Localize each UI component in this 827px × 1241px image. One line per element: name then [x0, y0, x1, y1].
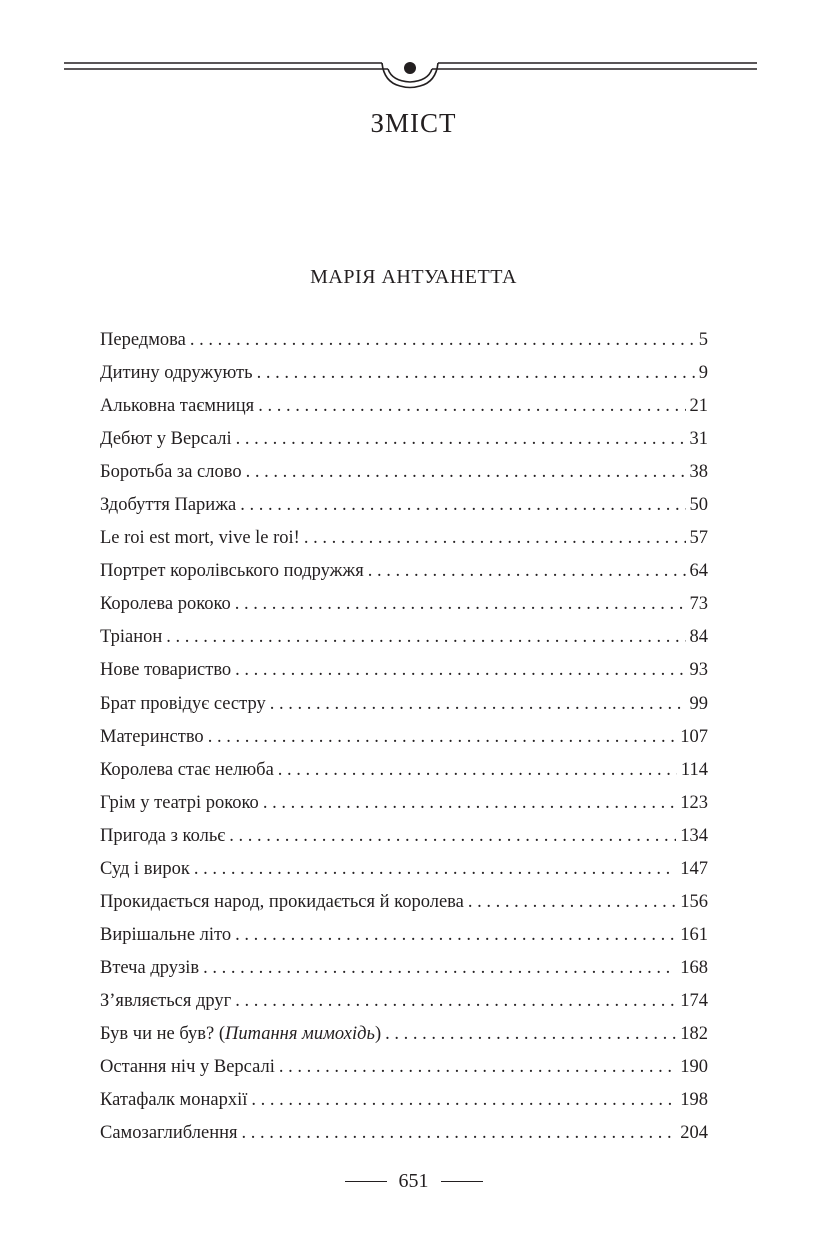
toc-leader-dots — [279, 1051, 676, 1084]
toc-leader-dots — [166, 621, 685, 654]
toc-entry-title: Самозаглиблення — [100, 1123, 238, 1144]
table-of-contents — [100, 324, 708, 1150]
toc-entry — [100, 390, 708, 423]
toc-leader-dots — [257, 357, 695, 390]
toc-entry-title: Королева рококо — [100, 594, 231, 615]
toc-entry-page: 50 — [689, 495, 708, 516]
toc-entry-page: 84 — [689, 627, 708, 648]
toc-leader-dots — [235, 588, 686, 621]
toc-entry-title: Нове товариство — [100, 660, 232, 681]
toc-entry-page: 73 — [689, 594, 708, 615]
toc-entry — [100, 423, 708, 456]
toc-leader-dots — [263, 787, 676, 820]
toc-entry-title: Портрет королівського подружжя — [100, 561, 364, 582]
toc-entry — [100, 853, 708, 886]
toc-leader-dots — [368, 555, 686, 588]
toc-entry — [100, 489, 708, 522]
toc-entry — [100, 522, 708, 555]
toc-entry-page: 5 — [698, 330, 708, 350]
toc-entry-page: 114 — [680, 759, 708, 780]
toc-entry — [100, 456, 708, 489]
toc-entry-page: 156 — [680, 891, 708, 912]
toc-entry — [100, 688, 708, 721]
toc-entry-title: Le roi est mort, vive le roi! — [100, 528, 300, 549]
toc-entry-title: Здобуття Парижа — [100, 495, 237, 516]
toc-leader-dots — [242, 1117, 677, 1150]
toc-leader-dots — [278, 754, 677, 787]
footer-rule-right — [441, 1181, 483, 1182]
header-ornament — [0, 0, 827, 100]
toc-entry — [100, 952, 708, 985]
toc-leader-dots — [203, 952, 676, 985]
toc-entry-page: 190 — [680, 1057, 708, 1078]
toc-entry-page: 64 — [689, 561, 708, 582]
toc-leader-dots — [235, 985, 676, 1018]
toc-leader-dots — [229, 820, 676, 853]
toc-leader-dots — [235, 919, 676, 952]
toc-entry-title: Дитину одружують — [100, 363, 253, 384]
toc-leader-dots — [208, 721, 677, 754]
toc-entry — [100, 357, 708, 390]
page-title: ЗМІСТ — [370, 108, 457, 138]
toc-entry — [100, 754, 708, 787]
toc-entry-page: 9 — [698, 363, 708, 384]
toc-entry — [100, 1117, 708, 1150]
toc-entry-title: Прокидається народ, прокидається й королева — [100, 891, 464, 912]
toc-entry-title: Боротьба за слово — [100, 462, 242, 483]
toc-entry-page: 107 — [680, 726, 708, 747]
toc-entry-title: Королева стає нелюба — [100, 759, 274, 780]
toc-entry-title: Суд і вирок — [100, 858, 190, 879]
toc-entry-page: 204 — [680, 1123, 708, 1144]
toc-entry-page: 161 — [680, 924, 708, 945]
toc-leader-dots — [235, 654, 685, 687]
toc-entry — [100, 1084, 708, 1117]
page-number: 651 — [398, 1170, 429, 1192]
toc-entry — [100, 787, 708, 820]
toc-leader-dots — [304, 522, 686, 555]
toc-entry-title: Був чи не був? (Питання мимохідь) — [100, 1023, 382, 1044]
toc-entry — [100, 1018, 708, 1051]
page-footer — [0, 1170, 827, 1193]
toc-entry-page: 93 — [689, 660, 708, 681]
toc-entry-title: Остання ніч у Версалі — [100, 1057, 275, 1078]
toc-entry-title: Передмова — [100, 330, 186, 350]
toc-entry-title: Вирішальне літо — [100, 924, 232, 945]
toc-entry-title: Дебют у Версалі — [100, 429, 232, 450]
toc-leader-dots — [258, 390, 685, 423]
toc-entry-page: 198 — [680, 1090, 708, 1111]
toc-entry-title: Материнство — [100, 726, 204, 747]
toc-entry-page: 99 — [689, 693, 708, 714]
toc-entry-page: 31 — [689, 429, 708, 450]
circle-ornament-icon — [404, 62, 416, 74]
toc-entry — [100, 919, 708, 952]
toc-entry — [100, 621, 708, 654]
toc-entry-title: Альковна таємниця — [100, 396, 255, 417]
toc-entry-page: 182 — [680, 1023, 708, 1044]
toc-entry — [100, 886, 708, 919]
toc-entry-page: 38 — [689, 462, 708, 483]
toc-entry-title: Грім у театрі рококо — [100, 792, 259, 813]
toc-entry-title: З’являється друг — [100, 990, 232, 1011]
toc-leader-dots — [251, 1084, 676, 1117]
toc-entry-page: 147 — [680, 858, 708, 879]
toc-entry-title: Пригода з кольє — [100, 825, 226, 846]
toc-entry-title: Втеча друзів — [100, 957, 200, 978]
toc-leader-dots — [240, 489, 685, 522]
toc-entry — [100, 588, 708, 621]
toc-leader-dots — [236, 423, 686, 456]
toc-entry — [100, 654, 708, 687]
toc-entry — [100, 985, 708, 1018]
toc-entry-page: 123 — [680, 792, 708, 813]
toc-entry-title: Катафалк монархії — [100, 1090, 248, 1111]
toc-entry — [100, 721, 708, 754]
toc-entry-page: 134 — [680, 825, 708, 846]
toc-leader-dots — [468, 886, 676, 919]
toc-leader-dots — [246, 456, 686, 489]
toc-entry-title: Тріанон — [100, 627, 163, 648]
footer-rule-left — [345, 1181, 387, 1182]
toc-entry — [100, 820, 708, 853]
toc-leader-dots — [385, 1018, 676, 1051]
toc-leader-dots — [194, 853, 676, 886]
section-title: МАРІЯ АНТУАНЕТТА — [310, 266, 517, 288]
toc-entry-page: 174 — [680, 990, 708, 1011]
toc-leader-dots — [270, 688, 686, 721]
toc-entry-page: 21 — [689, 396, 708, 417]
toc-entry-title: Брат провідує сестру — [100, 693, 266, 714]
toc-entry — [100, 1051, 708, 1084]
toc-entry-page: 168 — [680, 957, 708, 978]
toc-leader-dots — [190, 324, 695, 357]
toc-entry-page: 57 — [689, 528, 708, 549]
toc-entry — [100, 324, 708, 357]
toc-entry — [100, 555, 708, 588]
